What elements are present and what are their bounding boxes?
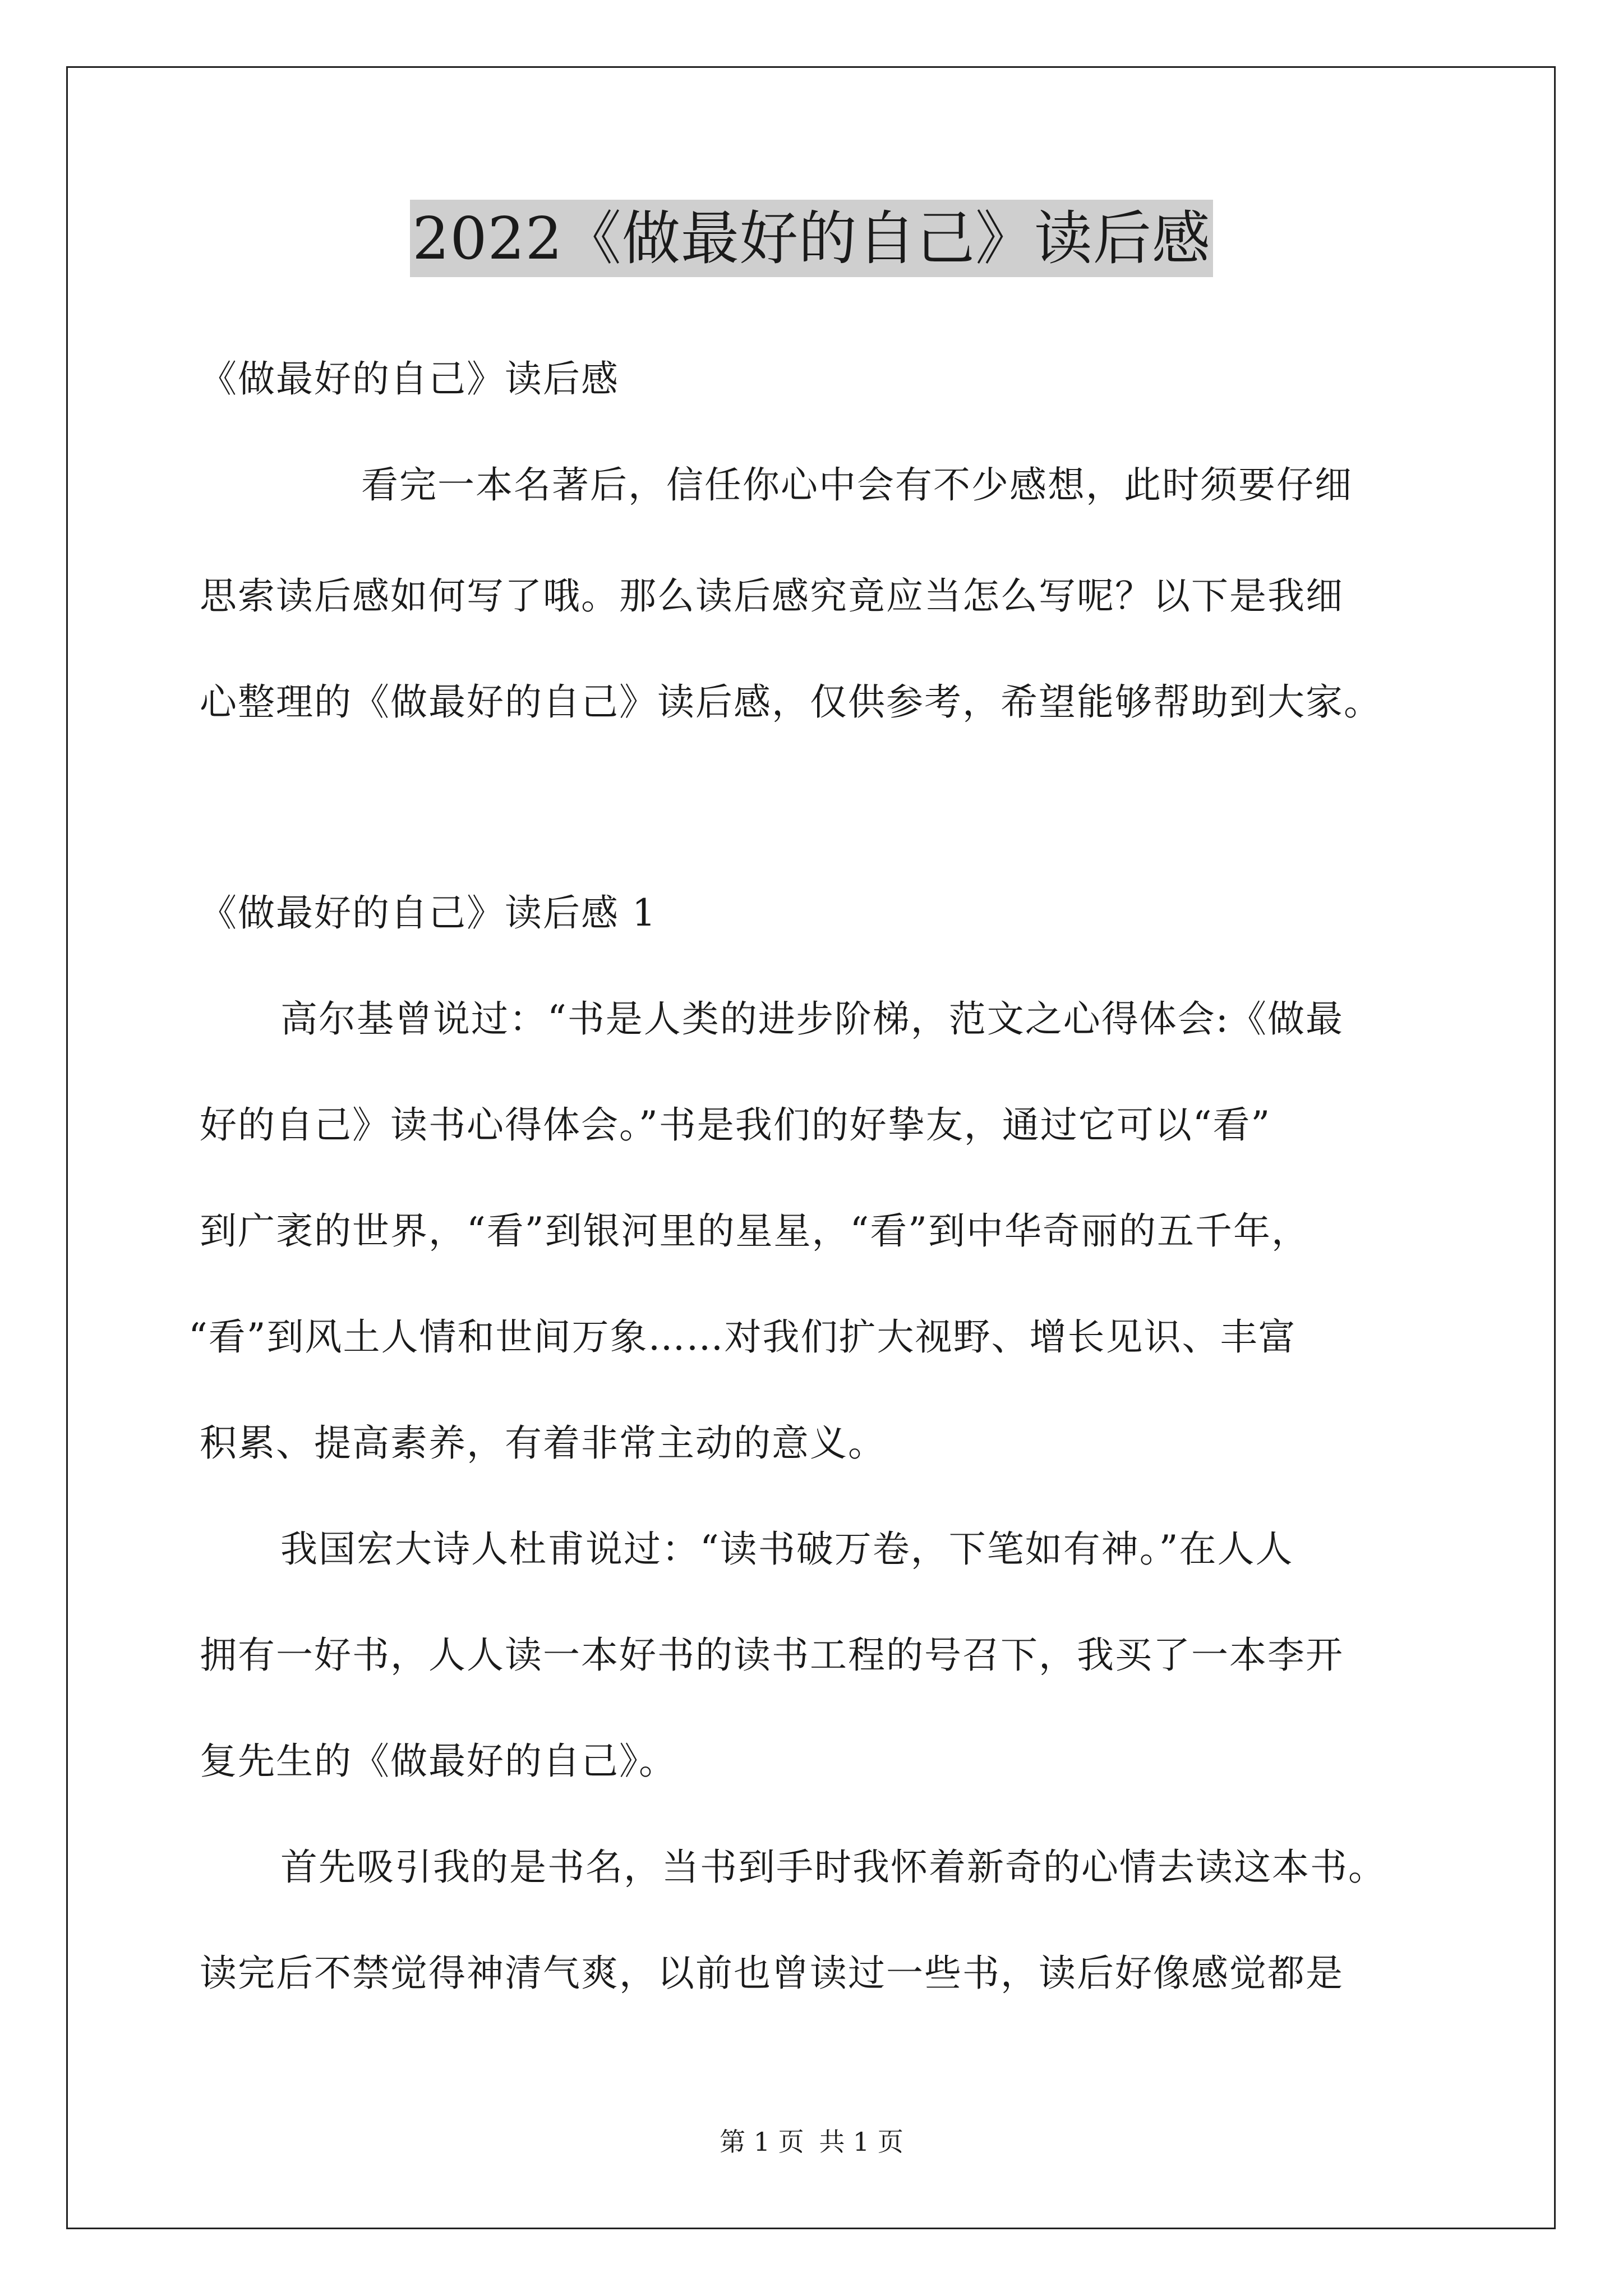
paragraph-line: 读完后不禁觉得神清气爽，以前也曾读过一些书，读后好像感觉都是 (200, 1952, 1344, 1995)
intro-line: 思索读后感如何写了哦。那么读后感究竟应当怎么写呢？以下是我细 (200, 574, 1344, 618)
section-heading: 《做最好的自己》读后感 1 (200, 891, 657, 935)
paragraph-line: 好的自己》读书心得体会。”书是我们的好挚友，通过它可以“看” (200, 1103, 1271, 1147)
paragraph-line: 首先吸引我的是书名，当书到手时我怀着新奇的心情去读这本书。 (280, 1846, 1386, 1889)
subtitle: 《做最好的自己》读后感 (200, 357, 619, 401)
paragraph-line: 积累、提高素养，有着非常主动的意义。 (200, 1421, 886, 1465)
paragraph-line: 我国宏大诗人杜甫说过：“读书破万卷，下笔如有神。”在人人 (280, 1527, 1294, 1571)
paragraph-line: 到广袤的世界，“看”到银河里的星星，“看”到中华奇丽的五千年， (200, 1209, 1310, 1253)
page-total: 共 1 页 (819, 2127, 903, 2157)
paragraph-line: “看”到风土人情和世间万象……对我们扩大视野、增长见识、丰富 (188, 1315, 1297, 1359)
paragraph-line: 高尔基曾说过：“书是人类的进步阶梯，范文之心得体会:《做最 (280, 997, 1344, 1041)
intro-line: 看完一本名著后，信任你心中会有不少感想，此时须要仔细 (361, 463, 1353, 507)
paragraph-line: 复先生的《做最好的自己》。 (200, 1740, 677, 1783)
paragraph-line: 拥有一好书，人人读一本好书的读书工程的号召下，我买了一本李开 (200, 1634, 1344, 1677)
intro-line: 心整理的《做最好的自己》读后感，仅供参考，希望能够帮助到大家。 (200, 680, 1382, 724)
document-title: 2022《做最好的自己》读后感 (410, 200, 1213, 277)
page-footer (0, 2125, 1623, 2159)
page-number: 第 1 页 (720, 2127, 804, 2157)
title-container (0, 200, 1623, 277)
